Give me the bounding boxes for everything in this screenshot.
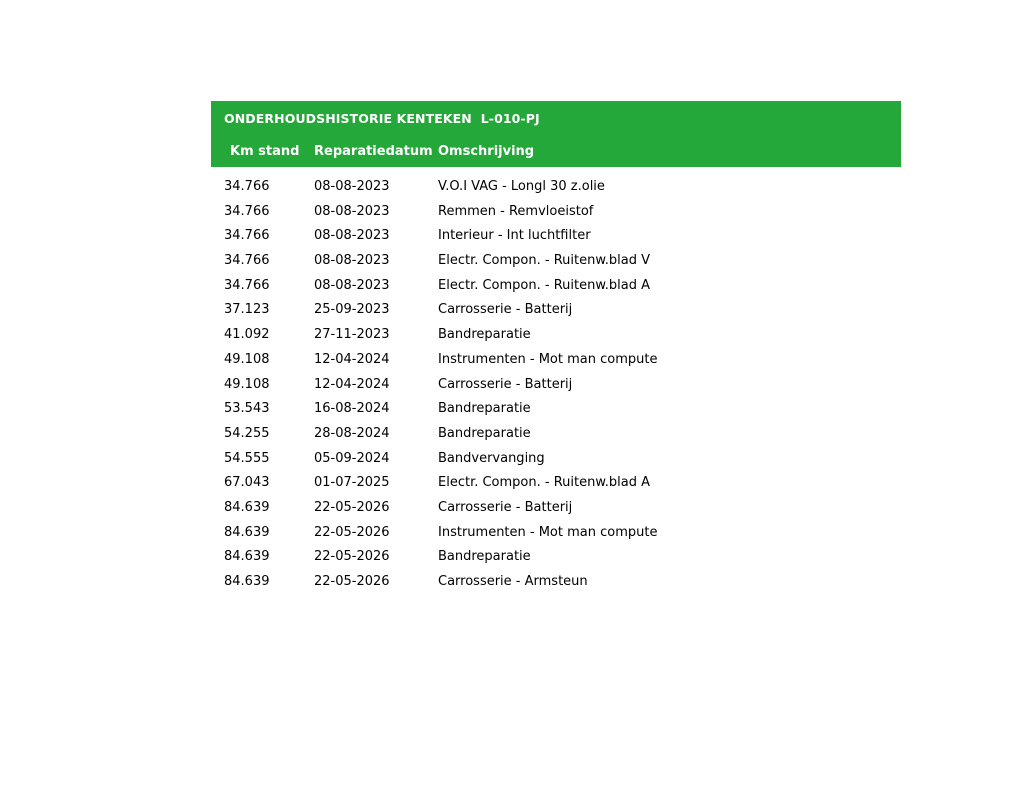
km-cell: 84.639 (224, 549, 270, 565)
description-cell: Electr. Compon. - Ruitenw.blad V (438, 253, 651, 269)
date-cell: 01-07-2025 (314, 475, 390, 491)
table-row (211, 173, 901, 198)
km-cell: 67.043 (224, 475, 270, 491)
table-row (211, 568, 901, 593)
description-cell: Bandreparatie (438, 425, 531, 441)
km-cell: 84.639 (224, 574, 270, 589)
description-cell: Instrumenten - Mot man compute (438, 351, 658, 367)
km-cell: 37.123 (224, 302, 270, 318)
date-cell: 05-09-2024 (314, 450, 390, 466)
column-header-description: Omschrijving (438, 144, 535, 159)
table-row (211, 222, 901, 247)
table-row (211, 494, 901, 519)
date-cell: 22-05-2026 (314, 549, 390, 565)
table-row (211, 445, 901, 470)
history-table-body (211, 167, 901, 593)
table-row (211, 247, 901, 272)
date-cell: 08-08-2023 (314, 253, 390, 269)
date-cell: 22-05-2026 (314, 524, 390, 540)
date-cell: 22-05-2026 (314, 574, 390, 589)
description-cell: Carrosserie - Batterij (438, 499, 573, 515)
km-cell: 34.766 (224, 179, 270, 194)
maintenance-history-report (211, 101, 901, 593)
table-row (211, 198, 901, 223)
km-cell: 54.555 (224, 450, 270, 466)
km-cell: 34.766 (224, 203, 270, 219)
km-cell: 53.543 (224, 401, 270, 417)
description-cell: Carrosserie - Armsteun (438, 574, 588, 589)
report-header (211, 101, 901, 167)
table-row (211, 272, 901, 297)
date-cell: 16-08-2024 (314, 401, 390, 417)
column-header-km: Km stand (230, 144, 300, 159)
km-cell: 84.639 (224, 499, 270, 515)
date-cell: 25-09-2023 (314, 302, 390, 318)
description-cell: Remmen - Remvloeistof (438, 203, 594, 219)
km-cell: 49.108 (224, 351, 270, 367)
table-row (211, 420, 901, 445)
km-cell: 34.766 (224, 253, 270, 269)
table-row (211, 469, 901, 494)
column-header-date: Reparatiedatum (314, 144, 433, 159)
date-cell: 08-08-2023 (314, 203, 390, 219)
table-row (211, 543, 901, 568)
table-row (211, 321, 901, 346)
km-cell: 34.766 (224, 228, 270, 244)
report-title: ONDERHOUDSHISTORIE KENTEKEN L-010-PJ (224, 111, 540, 126)
table-row (211, 371, 901, 396)
date-cell: 08-08-2023 (314, 277, 390, 293)
description-cell: Bandreparatie (438, 401, 531, 417)
km-cell: 84.639 (224, 524, 270, 540)
description-cell: Instrumenten - Mot man compute (438, 524, 658, 540)
date-cell: 12-04-2024 (314, 376, 390, 392)
description-cell: Carrosserie - Batterij (438, 302, 573, 318)
table-row (211, 519, 901, 544)
date-cell: 27-11-2023 (314, 327, 390, 343)
date-cell: 28-08-2024 (314, 425, 390, 441)
km-cell: 49.108 (224, 376, 270, 392)
table-row (211, 346, 901, 371)
table-row (211, 296, 901, 321)
date-cell: 08-08-2023 (314, 228, 390, 244)
description-cell: Carrosserie - Batterij (438, 376, 573, 392)
km-cell: 41.092 (224, 327, 270, 343)
description-cell: Bandreparatie (438, 549, 531, 565)
date-cell: 12-04-2024 (314, 351, 390, 367)
description-cell: V.O.I VAG - Longl 30 z.olie (438, 179, 605, 194)
date-cell: 08-08-2023 (314, 179, 390, 194)
description-cell: Bandreparatie (438, 327, 531, 343)
km-cell: 34.766 (224, 277, 270, 293)
description-cell: Bandvervanging (438, 450, 545, 466)
km-cell: 54.255 (224, 425, 270, 441)
date-cell: 22-05-2026 (314, 499, 390, 515)
description-cell: Electr. Compon. - Ruitenw.blad A (438, 277, 651, 293)
description-cell: Interieur - Int luchtfilter (438, 228, 591, 244)
description-cell: Electr. Compon. - Ruitenw.blad A (438, 475, 651, 491)
table-row (211, 395, 901, 420)
